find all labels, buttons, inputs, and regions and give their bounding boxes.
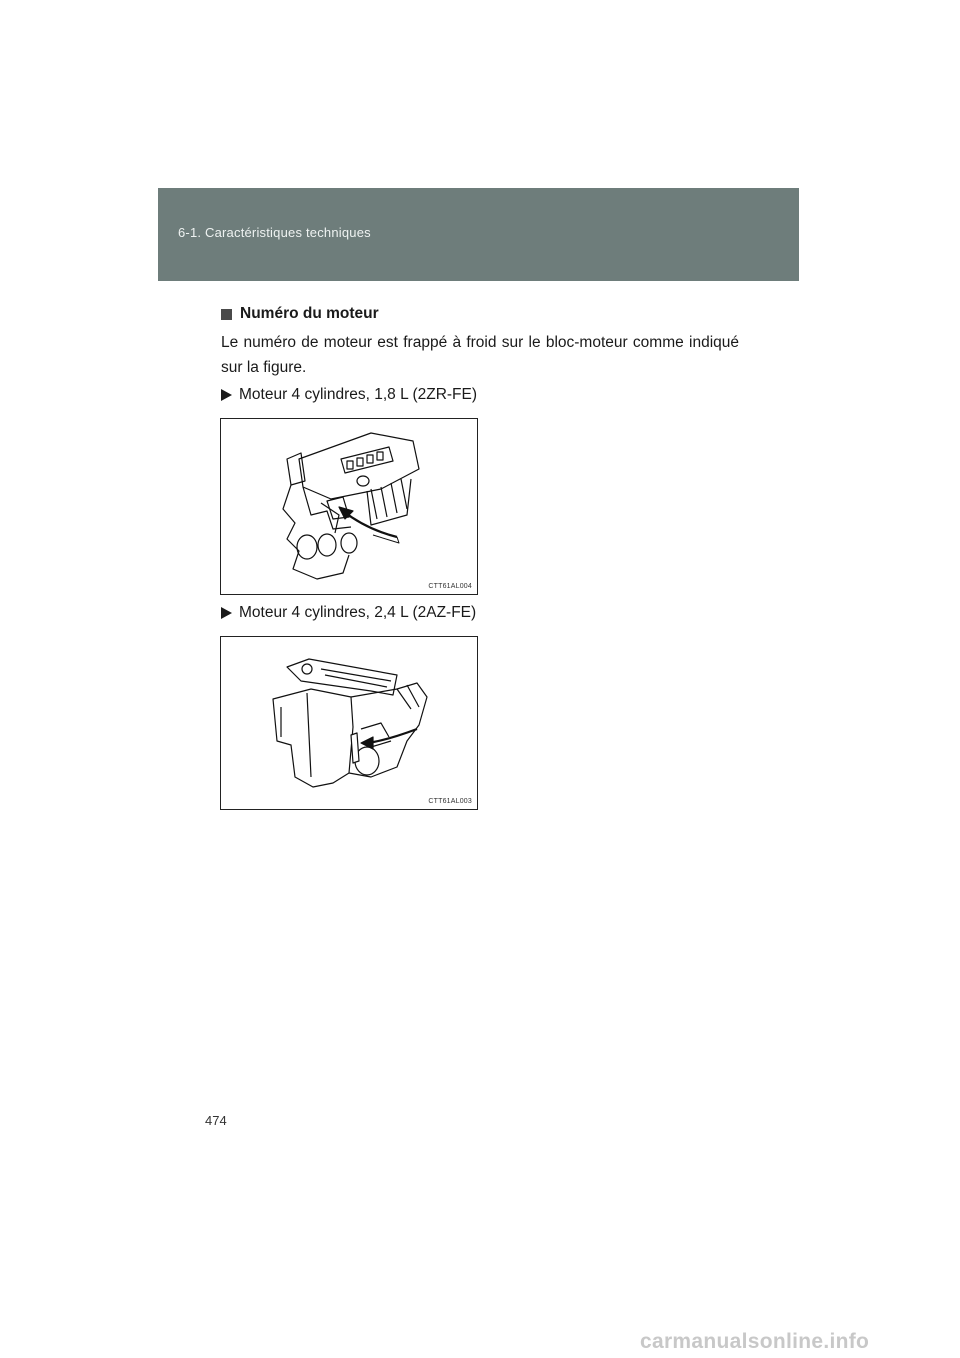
- triangle-arrow-icon: [221, 389, 232, 401]
- engine-figure-2: [220, 636, 478, 810]
- section-body-text: Le numéro de moteur est frappé à froid sur le bloc-moteur comme indiqué sur la figure.: [221, 334, 739, 376]
- chapter-title: 6-1. Caractéristiques techniques: [178, 225, 371, 240]
- section-heading-text: Numéro du moteur: [240, 305, 379, 322]
- engine-item-label: Moteur 4 cylindres, 1,8 L (2ZR-FE): [239, 386, 478, 403]
- chapter-header-band: [158, 188, 799, 281]
- engine-item-label: Moteur 4 cylindres, 2,4 L (2AZ-FE): [239, 604, 477, 621]
- engine-figure-1: [220, 418, 478, 595]
- engine-2zr-illustration: [221, 419, 477, 594]
- watermark: carmanualsonline.info: [640, 1330, 870, 1353]
- triangle-arrow-icon: [221, 607, 232, 619]
- engine-2az-illustration: [221, 637, 477, 809]
- section-heading: [221, 305, 379, 323]
- engine-item-1: [221, 386, 477, 404]
- figure-code: CTT61AL003: [428, 798, 472, 805]
- engine-item-2: [221, 604, 476, 622]
- page-number: 474: [205, 1113, 227, 1128]
- figure-code: CTT61AL004: [428, 583, 472, 590]
- square-bullet-icon: [221, 309, 232, 320]
